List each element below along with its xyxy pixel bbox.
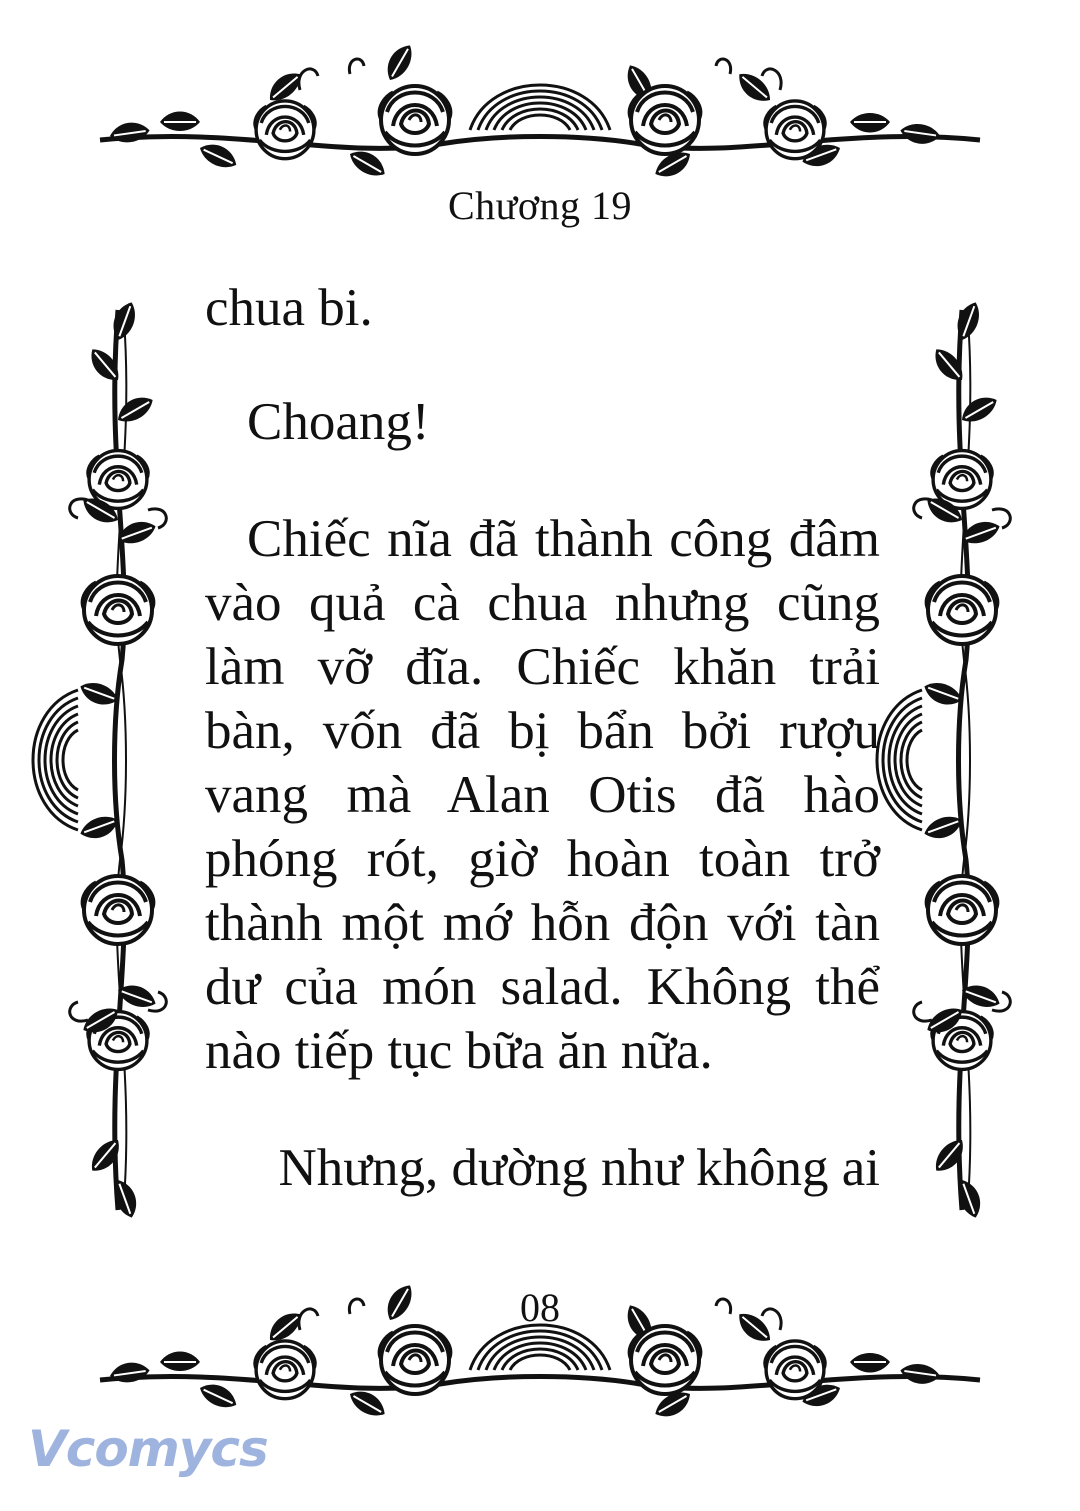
right-ornament	[877, 299, 1010, 1221]
paragraph: Choang!	[247, 393, 430, 451]
chapter-title: Chương 19	[447, 183, 632, 228]
page-number: 08	[520, 1285, 560, 1330]
left-ornament	[33, 299, 166, 1221]
paragraph: Nhưng, dường như không ai	[278, 1139, 880, 1197]
story-text	[205, 276, 880, 1253]
paragraph: Chiếc nĩa đã thành công đâm vào quả cà chua nhưng cũng làm vỡ đĩa. Chiếc khăn trải bàn, vốn đã bị bẩn bởi rượu vang mà Alan Otis đã hào phóng rót, giờ hoàn toàn trở thành một mớ hỗn độn với tàn dư của món salad. Không thể nào tiếp tục bữa ăn nữa.	[205, 510, 880, 1080]
paragraph: chua bi.	[205, 279, 373, 337]
watermark-logo: Vcomycs	[28, 1420, 268, 1478]
top-ornament	[100, 40, 980, 183]
